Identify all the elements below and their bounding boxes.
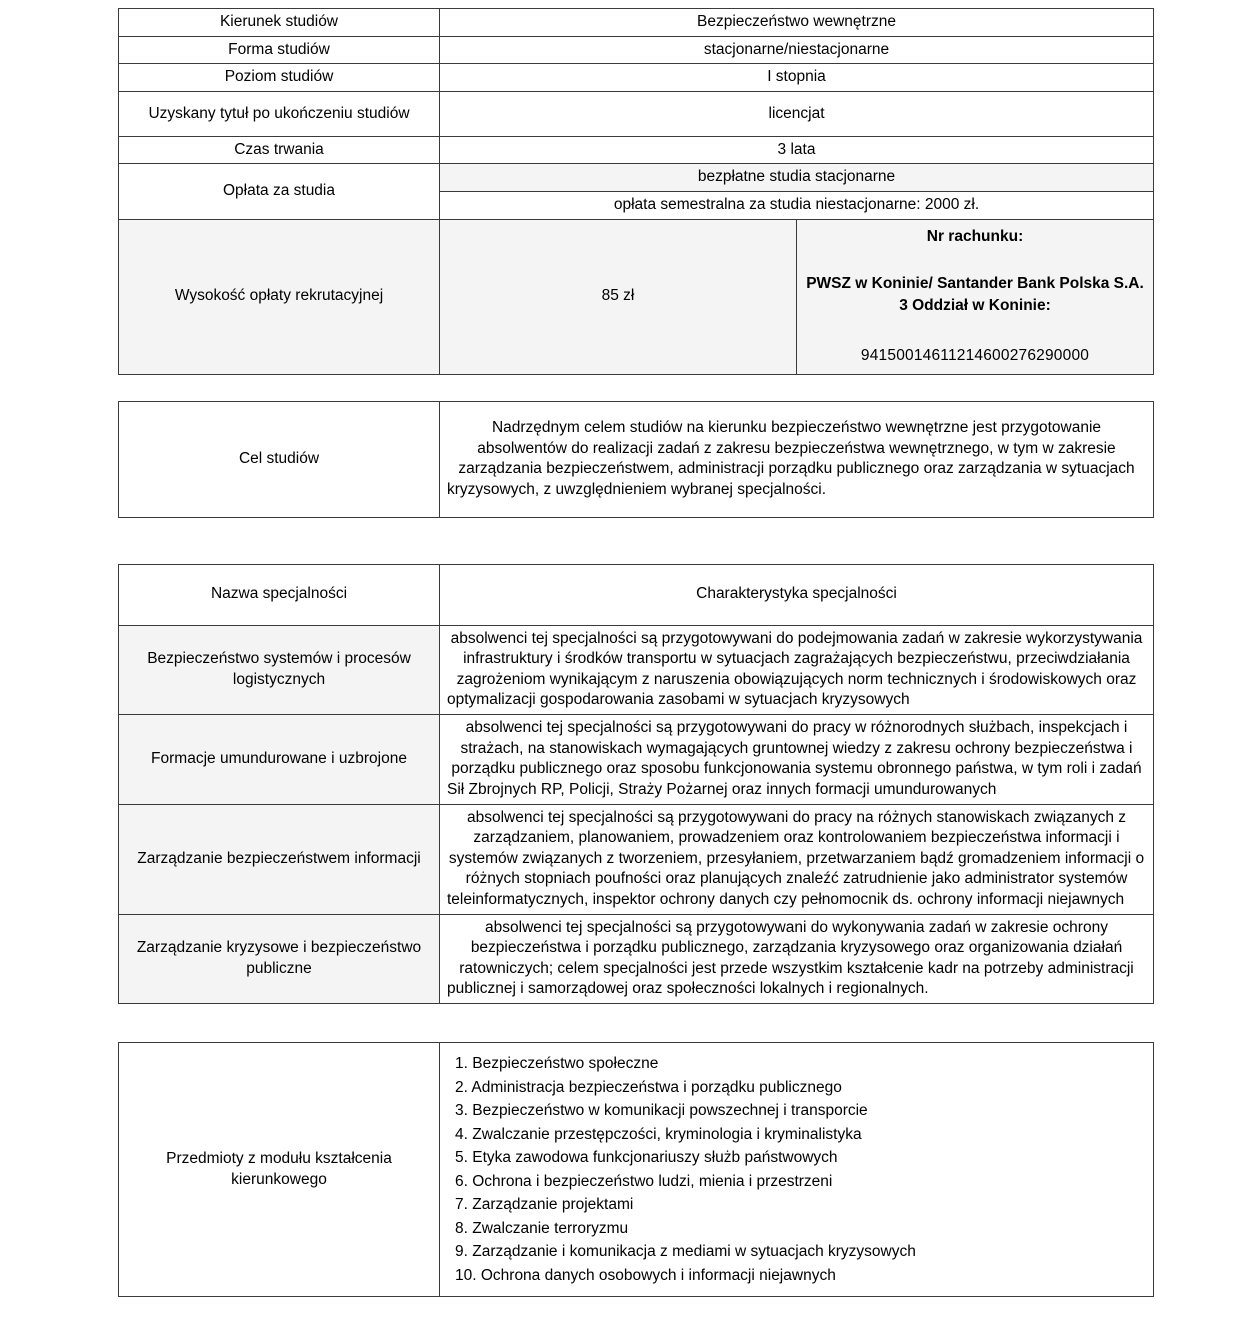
specialties-header-row [119, 564, 1154, 625]
table-row [119, 914, 1154, 1003]
spacer [0, 1004, 1239, 1042]
info-value-kierunek: Bezpieczeństwo wewnętrzne [440, 9, 1154, 37]
list-item: 3. Bezpieczeństwo w komunikacji powszechnej i transporcie [455, 1102, 868, 1120]
specialty-name-3: Zarządzanie kryzysowe i bezpieczeństwo publiczne [119, 914, 440, 1003]
table-row [119, 715, 1154, 804]
list-item: 9. Zarządzanie i komunikacja z mediami w sytuacjach kryzysowych [455, 1243, 916, 1261]
table-row [119, 804, 1154, 914]
info-value-oplata-line1: bezpłatne studia stacjonarne [440, 164, 1154, 192]
specialties-table [118, 564, 1154, 1004]
info-value-tytul: licencjat [440, 91, 1154, 136]
specialty-description-2: absolwenci tej specjalności są przygotowywani do pracy na różnych stanowiskach związanych z zarządzaniem, planowaniem, prowadzeniem oraz kontrolowaniem bezpieczeństwa informacji i systemów związanych z tworzeniem, przesyłaniem, przetwarzaniem bądź gromadzeniem informacji o różnych stopniach poufności oraz planujących znaleźć zatrudnienie jako administrator systemów teleinformatycznych, inspektor ochrony danych czy pełnomocnik ds. ochrony informacji niejawnych [440, 804, 1154, 914]
info-label-forma: Forma studiów [119, 36, 440, 64]
goal-text: Nadrzędnym celem studiów na kierunku bezpieczeństwo wewnętrzne jest przygotowanie absolwentów do realizacji zadań z zakresu bezpieczeństwa wewnętrznego, w tym w zakresie zarządzania bezpieczeństwem, administracji porządku publicznego oraz zarządzania w sytuacjach kryzysowych, z uwzględnieniem wybranej specjalności. [440, 401, 1154, 517]
list-item: 5. Etyka zawodowa funkcjonariuszy służb państwowych [455, 1149, 838, 1167]
info-value-rekrutacyjna-kwota: 85 zł [440, 219, 797, 374]
info-value-oplata-line2: opłata semestralna za studia niestacjonarne: 2000 zł. [440, 192, 1154, 220]
list-item: 1. Bezpieczeństwo społeczne [455, 1055, 659, 1073]
table-row [119, 136, 1154, 164]
specialty-name-2: Zarządzanie bezpieczeństwem informacji [119, 804, 440, 914]
table-row-recruitment [119, 219, 1154, 374]
list-item: 8. Zwalczanie terroryzmu [455, 1219, 629, 1237]
list-item: 7. Zarządzanie projektami [455, 1196, 634, 1214]
specialty-name-0: Bezpieczeństwo systemów i procesów logistycznych [119, 625, 440, 714]
table-row [119, 401, 1154, 517]
table-row [119, 36, 1154, 64]
info-label-kierunek: Kierunek studiów [119, 9, 440, 37]
table-row [119, 64, 1154, 92]
program-info-table [118, 8, 1154, 375]
info-label-poziom: Poziom studiów [119, 64, 440, 92]
list-item: 6. Ochrona i bezpieczeństwo ludzi, mienia i przestrzeni [455, 1172, 833, 1190]
info-label-rekrutacyjna: Wysokość opłaty rekrutacyjnej [119, 219, 440, 374]
spacer [0, 375, 1239, 401]
subjects-list [447, 1046, 1146, 1293]
table-row-fee [119, 164, 1154, 192]
table-row [119, 1043, 1154, 1297]
info-value-poziom: I stopnia [440, 64, 1154, 92]
goal-label: Cel studiów [119, 401, 440, 517]
info-label-czas: Czas trwania [119, 136, 440, 164]
specialties-header-description: Charakterystyka specjalności [440, 564, 1154, 625]
specialty-description-0: absolwenci tej specjalności są przygotowywani do podejmowania zadań w zakresie wykorzystywania infrastruktury i środków transportu w sytuacjach zagrażających bezpieczeństwu, przeciwdziałania zagrożeniom wynikającym z naruszenia obowiązujących norm technicznych i środowiskowych oraz optymalizacji gospodarowania zasobami w sytuacjach kryzysowych [440, 625, 1154, 714]
specialty-description-3: absolwenci tej specjalności są przygotowywani do wykonywania zadań w zakresie ochrony bezpieczeństwa i porządku publicznego, zarządzania kryzysowego oraz organizowania działań ratowniczych; celem specjalności jest przede wszystkim kształcenie kadr na potrzeby administracji publicznej i samorządowej oraz społeczności lokalnych i regionalnych. [440, 914, 1154, 1003]
info-label-oplata: Opłata za studia [119, 164, 440, 219]
subjects-list-cell [440, 1043, 1154, 1297]
specialty-description-1: absolwenci tej specjalności są przygotowywani do pracy w różnorodnych służbach, inspekcjach i strażach, na stanowiskach wymagających gruntownej wiedzy z zakresu ochrony bezpieczeństwa i porządku publicznego oraz sposobu funkcjonowania systemu obronnego państwa, w tym roli i zadań Sił Zbrojnych RP, Policji, Straży Pożarnej oraz innych formacji umundurowanych [440, 715, 1154, 804]
spacer [0, 518, 1239, 564]
study-goal-table [118, 401, 1154, 518]
info-label-tytul: Uzyskany tytuł po ukończeniu studiów [119, 91, 440, 136]
info-value-czas: 3 lata [440, 136, 1154, 164]
list-item: 10. Ochrona danych osobowych i informacji niejawnych [455, 1266, 836, 1284]
table-row [119, 91, 1154, 136]
table-row [119, 9, 1154, 37]
list-item: 4. Zwalczanie przestępczości, kryminologia i kryminalistyka [455, 1125, 862, 1143]
bank-account-number: 94150014611214600276290000 [860, 347, 1090, 365]
subjects-label: Przedmioty z modułu kształcenia kierunkowego [119, 1043, 440, 1297]
specialty-name-1: Formacje umundurowane i uzbrojone [119, 715, 440, 804]
subjects-table [118, 1042, 1154, 1297]
bank-account-cell [797, 219, 1154, 374]
bank-name: PWSZ w Koninie/ Santander Bank Polska S.A. 3 Oddział w Koninie: [806, 275, 1144, 314]
specialties-header-name: Nazwa specjalności [119, 564, 440, 625]
list-item: 2. Administracja bezpieczeństwa i porządku publicznego [455, 1078, 842, 1096]
table-row [119, 625, 1154, 714]
bank-account-title: Nr rachunku: [926, 227, 1024, 245]
info-value-forma: stacjonarne/niestacjonarne [440, 36, 1154, 64]
